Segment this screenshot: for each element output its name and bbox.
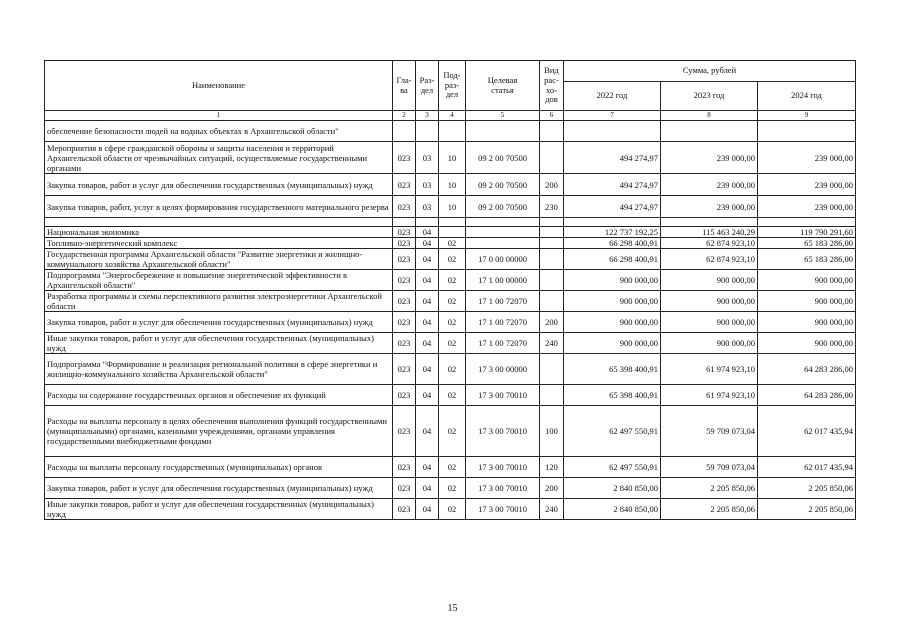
row-expense-type [540,142,564,174]
row-podrazdel: 02 [439,270,466,291]
row-sum-2023: 900 000,00 [661,333,758,354]
row-sum-2024: 2 205 850,06 [758,478,856,499]
row-target-article: 09 2 00 70500 [466,196,540,218]
budget-table-container [44,60,856,520]
row-sum-2022: 62 497 550,91 [564,457,661,478]
row-sum-2022: 2 840 850,00 [564,478,661,499]
table-row [45,354,856,385]
table-row [45,499,856,520]
row-podrazdel: 02 [439,406,466,457]
row-podrazdel: 02 [439,238,466,249]
table-row [45,291,856,312]
row-name: Закупка товаров, работ и услуг для обеспечения государственных (муниципальных) нужд [45,174,393,196]
row-razdel: 04 [416,291,439,312]
row-sum-2022: 900 000,00 [564,270,661,291]
row-target-article [466,227,540,238]
row-sum-2023: 900 000,00 [661,291,758,312]
row-target-article [466,238,540,249]
row-sum-2022 [564,121,661,142]
row-name: Иные закупки товаров, работ и услуг для обеспечения государственных (муниципальных) нужд [45,499,393,520]
column-number: 6 [540,111,564,121]
row-expense-type [540,227,564,238]
header-target-article: Целевая статья [466,61,540,111]
row-sum-2023: 59 709 073,04 [661,406,758,457]
row-podrazdel: 02 [439,457,466,478]
row-podrazdel: 02 [439,478,466,499]
row-sum-2022: 65 398 400,91 [564,385,661,406]
table-row [45,333,856,354]
row-name: Топливно-энергетический комплекс [45,238,393,249]
row-glava: 023 [393,354,416,385]
row-expense-type [540,385,564,406]
page-number: 15 [447,603,458,614]
row-name: обеспечение безопасности людей на водных объектах в Архангельской области" [45,121,393,142]
row-expense-type [540,218,564,227]
table-row [45,218,856,227]
header-year-2024: 2024 год [758,82,856,111]
row-podrazdel: 02 [439,312,466,333]
row-sum-2024: 62 017 435,94 [758,457,856,478]
row-target-article: 17 0 00 00000 [466,249,540,270]
row-sum-2024: 900 000,00 [758,333,856,354]
row-sum-2023: 2 205 850,06 [661,478,758,499]
row-podrazdel [439,121,466,142]
column-number: 8 [661,111,758,121]
row-glava: 023 [393,457,416,478]
row-glava: 023 [393,312,416,333]
row-expense-type [540,249,564,270]
row-target-article: 17 3 00 00000 [466,354,540,385]
row-sum-2024: 64 283 286,00 [758,354,856,385]
row-razdel: 04 [416,457,439,478]
row-glava: 023 [393,227,416,238]
row-sum-2023: 900 000,00 [661,312,758,333]
row-sum-2024: 119 790 291,60 [758,227,856,238]
row-podrazdel: 02 [439,291,466,312]
header-expense-type: Вид рас- хо- дов [540,61,564,111]
column-number: 2 [393,111,416,121]
row-expense-type [540,238,564,249]
row-glava: 023 [393,270,416,291]
row-razdel: 04 [416,354,439,385]
row-target-article: 17 1 00 72070 [466,333,540,354]
column-number: 3 [416,111,439,121]
column-number: 4 [439,111,466,121]
row-glava: 023 [393,385,416,406]
row-glava: 023 [393,478,416,499]
table-row [45,457,856,478]
row-razdel: 04 [416,270,439,291]
row-expense-type: 240 [540,333,564,354]
budget-table [44,60,856,520]
row-razdel: 04 [416,333,439,354]
column-number: 1 [45,111,393,121]
row-sum-2024: 900 000,00 [758,291,856,312]
row-sum-2022: 66 298 400,91 [564,238,661,249]
row-glava: 023 [393,238,416,249]
header-glava: Гла- ва [393,61,416,111]
row-glava: 023 [393,142,416,174]
row-razdel: 03 [416,196,439,218]
row-sum-2022: 494 274,97 [564,174,661,196]
header-row [45,61,856,82]
row-expense-type [540,270,564,291]
row-podrazdel: 02 [439,333,466,354]
header-podrazdel: Под- раз- дел [439,61,466,111]
row-sum-2023: 2 205 850,06 [661,499,758,520]
row-sum-2024: 239 000,00 [758,142,856,174]
row-sum-2023: 62 874 923,10 [661,249,758,270]
row-target-article: 09 2 00 70500 [466,174,540,196]
table-row [45,249,856,270]
row-sum-2024: 900 000,00 [758,270,856,291]
row-razdel: 03 [416,174,439,196]
row-name: Расходы на выплаты персоналу в целях обеспечения выполнения функций государственными (муниципальными) органами, казенными учреждениями, органами управления государственными внебюджетными фондами [45,406,393,457]
table-row [45,174,856,196]
row-glava: 023 [393,196,416,218]
row-glava: 023 [393,406,416,457]
row-sum-2022: 2 840 850,00 [564,499,661,520]
row-razdel: 04 [416,406,439,457]
table-row [45,406,856,457]
row-glava: 023 [393,291,416,312]
row-expense-type: 200 [540,174,564,196]
row-razdel: 04 [416,227,439,238]
row-target-article: 17 1 00 72070 [466,291,540,312]
row-sum-2022: 900 000,00 [564,312,661,333]
table-row [45,385,856,406]
row-target-article [466,218,540,227]
row-podrazdel: 10 [439,174,466,196]
row-sum-2023: 239 000,00 [661,174,758,196]
row-glava: 023 [393,499,416,520]
table-row [45,238,856,249]
header-year-2023: 2023 год [661,82,758,111]
row-name [45,218,393,227]
row-glava: 023 [393,333,416,354]
row-sum-2022: 494 274,97 [564,196,661,218]
row-podrazdel: 02 [439,249,466,270]
row-name: Иные закупки товаров, работ и услуг для обеспечения государственных (муниципальных) нужд [45,333,393,354]
row-name: Мероприятия в сфере гражданской обороны и защиты населения и территорий Архангельской области от чрезвычайных ситуаций, осуществляемые государственными органами [45,142,393,174]
row-name: Закупка товаров, работ и услуг для обеспечения государственных (муниципальных) нужд [45,312,393,333]
row-sum-2024: 2 205 850,06 [758,499,856,520]
table-body [45,121,856,520]
row-name: Закупка товаров, работ, услуг в целях формирования государственного материального резерва [45,196,393,218]
row-expense-type [540,354,564,385]
row-razdel: 04 [416,249,439,270]
header-razdel: Раз- дел [416,61,439,111]
row-sum-2024: 65 183 286,00 [758,249,856,270]
column-number: 5 [466,111,540,121]
row-sum-2024: 65 183 286,00 [758,238,856,249]
header-name: Наименование [45,61,393,111]
column-number: 7 [564,111,661,121]
row-expense-type: 230 [540,196,564,218]
row-podrazdel: 02 [439,354,466,385]
row-name: Закупка товаров, работ и услуг для обеспечения государственных (муниципальных) нужд [45,478,393,499]
row-expense-type: 200 [540,478,564,499]
row-glava [393,218,416,227]
row-sum-2023: 115 463 240,29 [661,227,758,238]
row-sum-2023: 239 000,00 [661,196,758,218]
row-sum-2022: 62 497 550,91 [564,406,661,457]
table-row [45,270,856,291]
row-glava [393,121,416,142]
row-sum-2022: 65 398 400,91 [564,354,661,385]
row-sum-2024 [758,121,856,142]
row-sum-2022: 494 274,97 [564,142,661,174]
row-expense-type: 120 [540,457,564,478]
row-razdel: 04 [416,499,439,520]
row-target-article: 17 3 00 70010 [466,499,540,520]
row-razdel: 04 [416,312,439,333]
row-sum-2023: 61 974 923,10 [661,385,758,406]
row-target-article: 17 3 00 70010 [466,406,540,457]
row-podrazdel: 02 [439,385,466,406]
row-name: Разработка программы и схемы перспективного развития электроэнергетики Архангельской области [45,291,393,312]
row-sum-2024: 62 017 435,94 [758,406,856,457]
row-razdel: 04 [416,385,439,406]
row-name: Расходы на выплаты персоналу государственных (муниципальных) органов [45,457,393,478]
row-target-article: 17 1 00 72070 [466,312,540,333]
row-expense-type: 100 [540,406,564,457]
row-sum-2022: 900 000,00 [564,291,661,312]
table-row [45,478,856,499]
row-glava: 023 [393,174,416,196]
row-sum-2023: 900 000,00 [661,270,758,291]
row-sum-2024: 64 283 286,00 [758,385,856,406]
row-name: Подпрограмма "Формирование и реализация региональной политики в сфере энергетики и жилищно-коммунального хозяйства Архангельской области" [45,354,393,385]
row-sum-2022 [564,218,661,227]
row-expense-type [540,291,564,312]
row-sum-2022: 900 000,00 [564,333,661,354]
row-expense-type: 200 [540,312,564,333]
row-target-article: 17 3 00 70010 [466,385,540,406]
row-sum-2023 [661,218,758,227]
row-podrazdel [439,218,466,227]
row-sum-2023: 62 874 923,10 [661,238,758,249]
row-sum-2023: 59 709 073,04 [661,457,758,478]
row-sum-2023: 61 974 923,10 [661,354,758,385]
row-expense-type [540,121,564,142]
row-target-article: 17 3 00 70010 [466,478,540,499]
column-number-row [45,111,856,121]
column-number: 9 [758,111,856,121]
row-name: Подпрограмма "Энергосбережение и повышение энергетической эффективности в Архангельской области" [45,270,393,291]
row-sum-2024: 900 000,00 [758,312,856,333]
header-year-2022: 2022 год [564,82,661,111]
table-row [45,196,856,218]
row-target-article [466,121,540,142]
row-target-article: 09 2 00 70500 [466,142,540,174]
row-sum-2022: 66 298 400,91 [564,249,661,270]
row-podrazdel: 10 [439,142,466,174]
table-row [45,312,856,333]
row-name: Государственная программа Архангельской области "Развитие энергетики и жилищно-коммунального хозяйства Архангельской области" [45,249,393,270]
row-name: Расходы на содержание государственных органов и обеспечение их функций [45,385,393,406]
row-glava: 023 [393,249,416,270]
row-razdel: 04 [416,478,439,499]
row-target-article: 17 3 00 70010 [466,457,540,478]
row-name: Национальная экономика [45,227,393,238]
header-sum: Сумма, рублей [564,61,856,82]
table-row [45,121,856,142]
row-razdel [416,121,439,142]
row-sum-2023 [661,121,758,142]
row-podrazdel: 02 [439,499,466,520]
row-sum-2024: 239 000,00 [758,174,856,196]
row-sum-2024 [758,218,856,227]
row-target-article: 17 1 00 00000 [466,270,540,291]
table-row [45,227,856,238]
table-row [45,142,856,174]
row-expense-type: 240 [540,499,564,520]
row-razdel [416,218,439,227]
row-razdel: 03 [416,142,439,174]
row-sum-2024: 239 000,00 [758,196,856,218]
row-sum-2023: 239 000,00 [661,142,758,174]
row-podrazdel: 10 [439,196,466,218]
row-sum-2022: 122 737 192,25 [564,227,661,238]
row-podrazdel [439,227,466,238]
row-razdel: 04 [416,238,439,249]
